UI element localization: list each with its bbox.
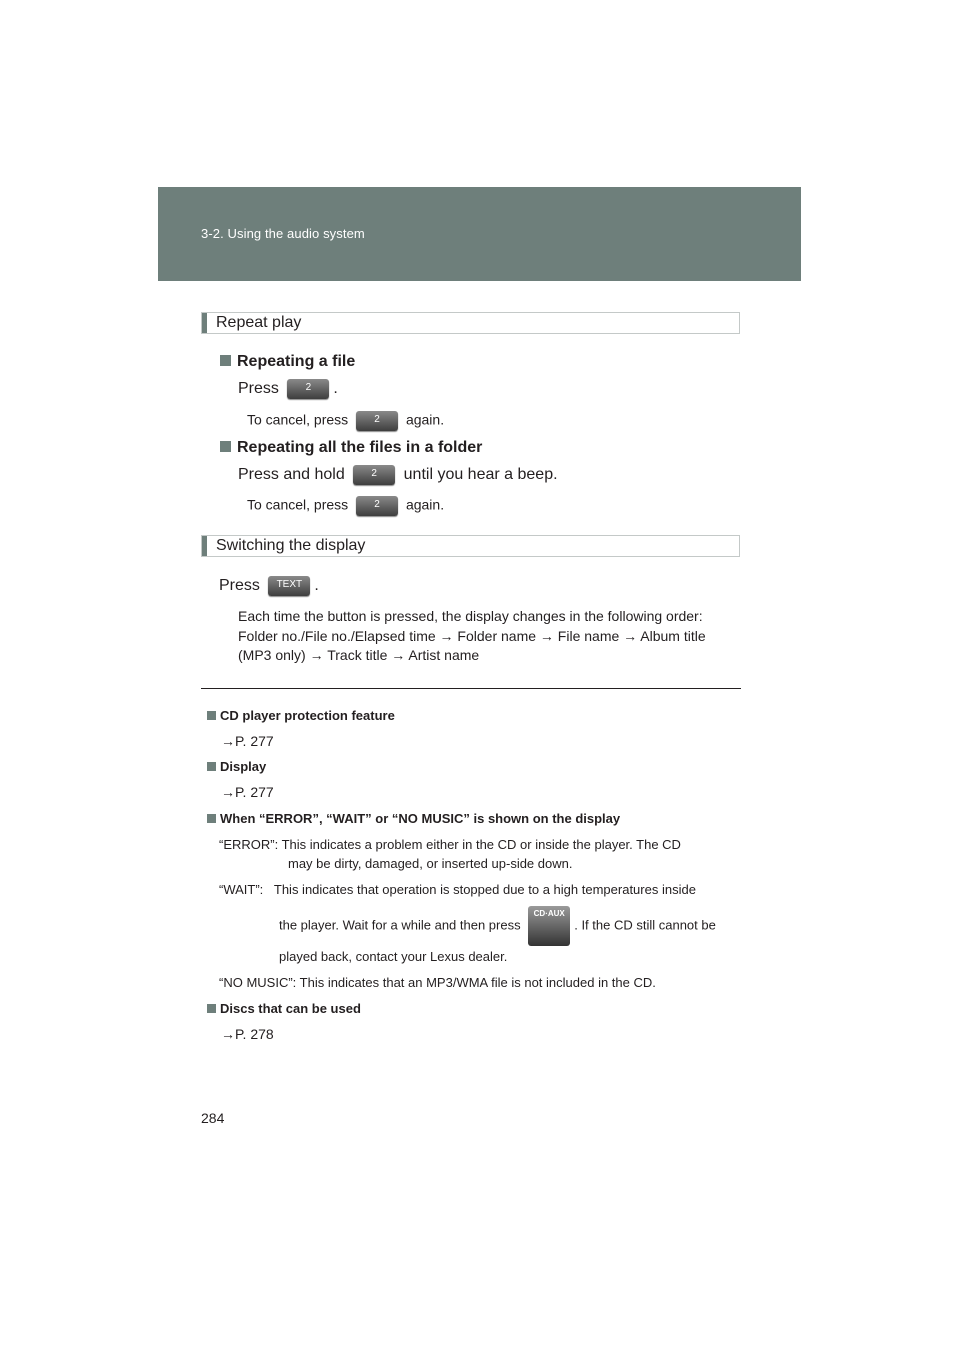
note-heading-text: CD player protection feature — [220, 708, 395, 723]
square-bullet-icon — [220, 355, 231, 366]
cancel-text: To cancel, press — [247, 411, 349, 428]
note-heading-display — [207, 759, 266, 774]
section-title-switching-display — [201, 535, 740, 557]
cancel-text: To cancel, press — [247, 496, 349, 513]
section-title-repeat-play — [201, 312, 740, 334]
instruction-end: . — [333, 380, 338, 398]
error-line-2: may be dirty, damaged, or inserted up-side down. — [288, 856, 573, 871]
note-ref-display: →P. 277 — [221, 784, 274, 800]
square-bullet-icon — [207, 762, 216, 771]
section-title-text: Repeat play — [216, 314, 302, 331]
nomusic-line: “NO MUSIC”: This indicates that an MP3/WMA file is not included in the CD. — [219, 975, 656, 990]
note-heading-errors — [207, 811, 620, 826]
cancel-repeat-file — [247, 411, 444, 431]
cancel-repeat-folder — [247, 496, 444, 516]
instruction-repeat-file — [238, 379, 338, 399]
instruction-text: Press and hold — [238, 466, 345, 484]
square-bullet-icon — [207, 711, 216, 720]
description-line: Each time the button is pressed, the display changes in the following order: — [238, 608, 703, 624]
subheading-repeat-folder — [220, 439, 482, 457]
text-button-icon: TEXT — [268, 576, 310, 596]
section-title-text: Switching the display — [216, 537, 366, 554]
display-order-description — [238, 607, 738, 666]
wait-text-end: . If the CD still cannot be — [574, 917, 716, 933]
wait-text: the player. Wait for a while and then press — [279, 917, 521, 933]
instruction-text: Press — [219, 577, 260, 595]
subheading-text: Repeating a file — [237, 353, 356, 370]
error-line-1: “ERROR”: This indicates a problem either in the CD or inside the player. The CD — [219, 837, 681, 852]
instruction-text: Press — [238, 380, 279, 398]
description-line: (MP3 only) → Track title → Artist name — [238, 647, 480, 663]
button-2-icon: 2 — [356, 411, 398, 431]
wait-line-1: “WAIT”: This indicates that operation is stopped due to a high temperatures inside — [219, 882, 696, 897]
square-bullet-icon — [207, 1004, 216, 1013]
cd-aux-button-icon: CD·AUX — [528, 906, 570, 946]
instruction-repeat-folder — [238, 465, 558, 485]
note-ref-protection: →P. 277 — [221, 733, 274, 749]
instruction-switch-display — [219, 576, 319, 596]
button-2-icon: 2 — [353, 465, 395, 485]
instruction-end: . — [314, 577, 319, 595]
wait-line-3: played back, contact your Lexus dealer. — [279, 949, 508, 964]
note-heading-text: Discs that can be used — [220, 1001, 361, 1016]
divider — [201, 688, 741, 689]
button-2-icon: 2 — [287, 379, 329, 399]
header-band — [158, 187, 801, 281]
subheading-text: Repeating all the files in a folder — [237, 439, 483, 456]
description-line: Folder no./File no./Elapsed time → Folder name → File name → Album title — [238, 627, 706, 644]
note-heading-discs — [207, 1001, 361, 1016]
square-bullet-icon — [207, 814, 216, 823]
note-ref-discs: →P. 278 — [221, 1026, 274, 1042]
note-heading-text: Display — [220, 759, 267, 774]
cancel-end: again. — [405, 496, 445, 513]
wait-line-2 — [279, 906, 716, 946]
square-bullet-icon — [220, 441, 231, 452]
page-number: 284 — [201, 1110, 225, 1126]
note-heading-protection — [207, 708, 395, 723]
cancel-end: again. — [405, 411, 445, 428]
section-header: 3-2. Using the audio system — [201, 226, 365, 241]
instruction-end: until you hear a beep. — [403, 466, 558, 484]
note-heading-text: When “ERROR”, “WAIT” or “NO MUSIC” is shown on the display — [220, 811, 621, 826]
button-2-icon: 2 — [356, 496, 398, 516]
subheading-repeat-file — [220, 353, 355, 371]
